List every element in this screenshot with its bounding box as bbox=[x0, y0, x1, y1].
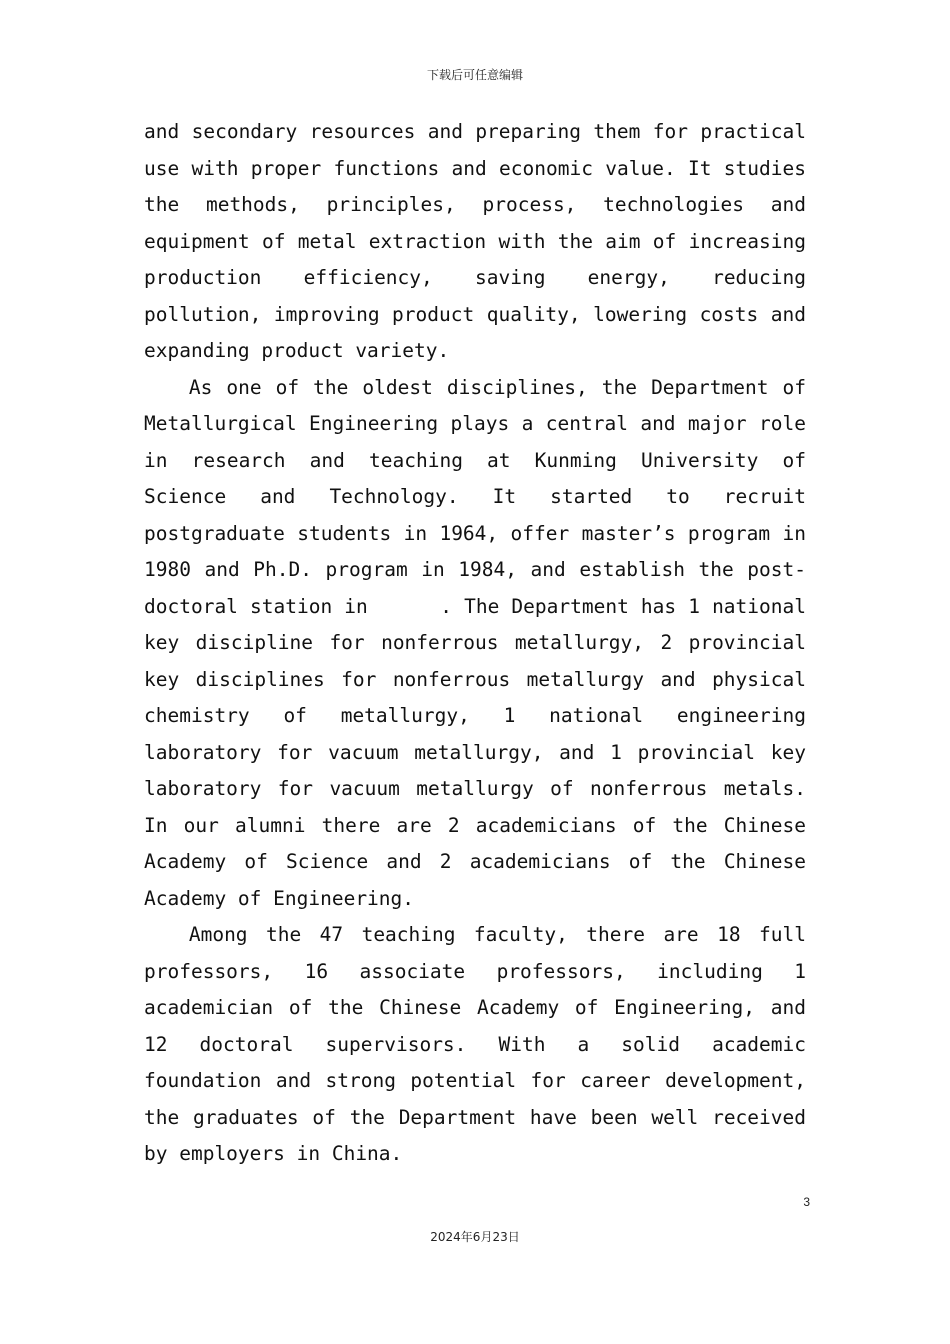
page-number: 3 bbox=[803, 1195, 810, 1209]
header-note: 下载后可任意编辑 bbox=[426, 68, 523, 82]
document-body bbox=[144, 114, 818, 1173]
paragraph-continuation: and secondary resources and preparing them for practical use with proper functions and economic value. It studies the methods, principles, process, technologies and equipment of metal extraction with the aim of increasing production efficiency, saving energy, reducing pollution, improving product quality, lowering costs and expanding product variety. bbox=[144, 120, 806, 362]
paragraph-department-history: As one of the oldest disciplines, the Department of Metallurgical Engineering plays a central and major role in research and teaching at Kunming University of Science and Technology. It started to recruit postgraduate students in 1964, offer master’s program in 1980 and Ph.D. program in 1984, and establish the post-doctoral station in . The Department has 1 national key discipline for nonferrous metallurgy, 2 provincial key disciplines for nonferrous metallurgy and physical chemistry of metallurgy, 1 national engineering laboratory for vacuum metallurgy, and 1 provincial key laboratory for vacuum metallurgy of nonferrous metals. In our alumni there are 2 academicians of the Chinese Academy of Science and 2 academicians of the Chinese Academy of Engineering. bbox=[144, 375, 818, 910]
footer-date: 2024年6月23日 bbox=[430, 1230, 520, 1244]
paragraph-faculty: Among the 47 teaching faculty, there are 18 full professors, 16 associate professors, including 1 academician of the Chinese Academy of Engineering, and 12 doctoral supervisors. With a solid academic foundation and strong potential for career development, the graduates of the Department have been well received by employers in China. bbox=[144, 923, 806, 1165]
